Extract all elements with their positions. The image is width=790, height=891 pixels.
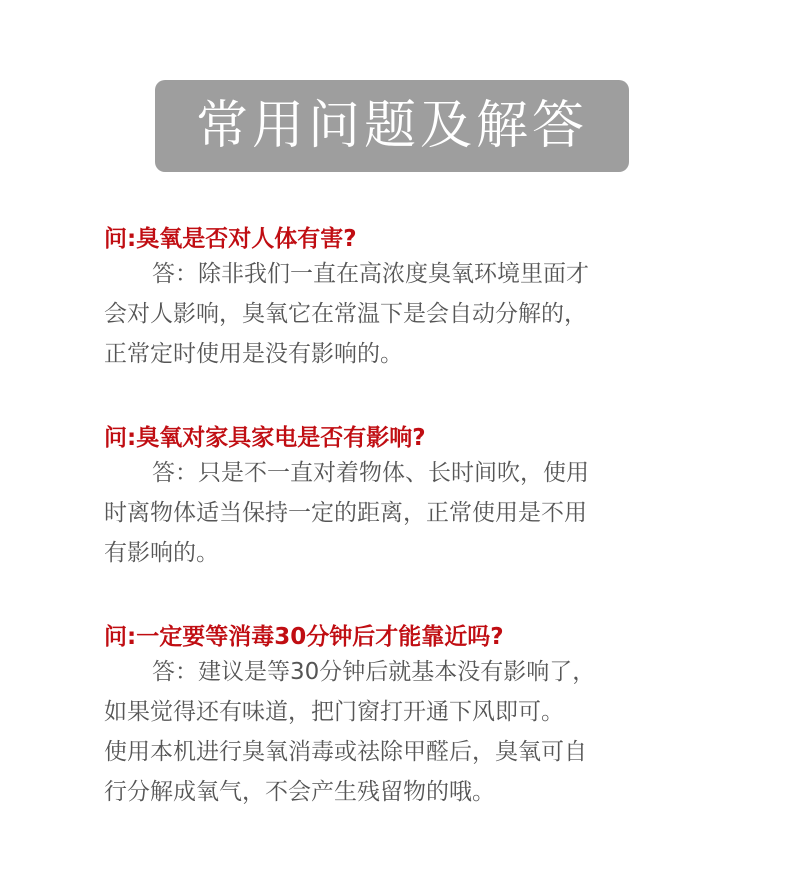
faq-answer-line: 答：除非我们一直在高浓度臭氧环境里面才 [152, 261, 589, 287]
title-banner [155, 80, 629, 172]
faq-item-2 [104, 423, 704, 573]
faq-answer-line: 行分解成氧气，不会产生残留物的哦。 [104, 779, 495, 805]
faq-item-3 [104, 622, 704, 812]
faq-answer-line: 如果觉得还有味道，把门窗打开通下风即可。 [104, 699, 564, 725]
page-title: 常用问题及解答 [195, 96, 588, 156]
faq-answer-line: 答：只是不一直对着物体、长时间吹，使用 [152, 460, 589, 486]
faq-answer-line: 使用本机进行臭氧消毒或祛除甲醛后，臭氧可自 [104, 739, 587, 765]
faq-item-1 [104, 224, 704, 374]
faq-question: 问:臭氧对家具家电是否有影响? [104, 425, 426, 451]
faq-question: 问:臭氧是否对人体有害? [104, 226, 357, 252]
faq-answer-line: 答：建议是等30分钟后就基本没有影响了， [152, 659, 596, 685]
faq-question: 问:一定要等消毒30分钟后才能靠近吗? [104, 624, 504, 650]
faq-answer-line: 有影响的。 [104, 540, 219, 566]
faq-answer-line: 正常定时使用是没有影响的。 [104, 341, 403, 367]
faq-answer-line: 时离物体适当保持一定的距离，正常使用是不用 [104, 500, 587, 526]
faq-answer-line: 会对人影响，臭氧它在常温下是会自动分解的， [104, 301, 587, 327]
